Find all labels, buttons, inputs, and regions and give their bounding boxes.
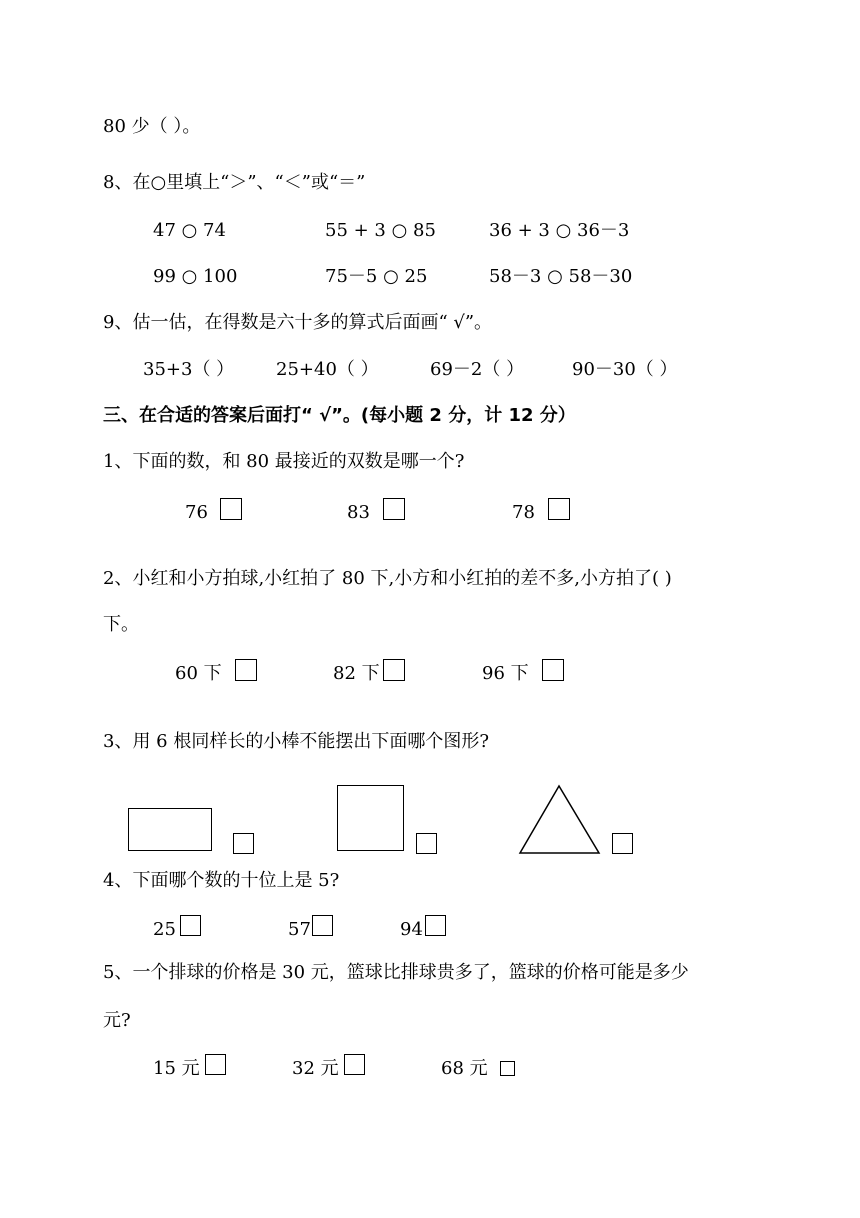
q8-item: 75－5 ○ 25 xyxy=(325,266,428,287)
q8-item: 36 + 3 ○ 36－3 xyxy=(489,220,630,241)
q8-item: 58－3 ○ 58－30 xyxy=(489,266,633,287)
answer-checkbox[interactable] xyxy=(612,833,633,854)
s5-option: 32 元 xyxy=(292,1058,339,1079)
answer-checkbox[interactable] xyxy=(416,833,437,854)
answer-checkbox[interactable] xyxy=(500,1061,515,1076)
s3-title: 3、用 6 根同样长的小棒不能摆出下面哪个图形? xyxy=(103,731,489,752)
s4-option: 94 xyxy=(400,919,423,940)
rectangle-shape xyxy=(128,808,212,851)
s2-option: 82 下 xyxy=(333,663,380,684)
answer-checkbox[interactable] xyxy=(383,498,405,520)
answer-checkbox[interactable] xyxy=(344,1054,365,1075)
s2-option: 96 下 xyxy=(482,663,529,684)
s1-option: 78 xyxy=(512,502,535,523)
q9-item: 69－2（ ） xyxy=(430,359,525,380)
s1-option: 76 xyxy=(185,502,208,523)
answer-checkbox[interactable] xyxy=(180,915,201,936)
s5-option: 68 元 xyxy=(441,1058,488,1079)
s1-option: 83 xyxy=(347,502,370,523)
q8-item: 55 + 3 ○ 85 xyxy=(325,220,436,241)
s2-title-line1: 2、小红和小方拍球,小红拍了 80 下,小方和小红拍的差不多,小方拍了( ) xyxy=(103,568,672,589)
s4-option: 25 xyxy=(153,919,176,940)
q9-item: 25+40（ ） xyxy=(276,359,379,380)
answer-checkbox[interactable] xyxy=(220,498,242,520)
answer-checkbox[interactable] xyxy=(312,915,333,936)
s5-title-line1: 5、一个排球的价格是 30 元，篮球比排球贵多了，篮球的价格可能是多少 xyxy=(103,962,689,983)
answer-checkbox[interactable] xyxy=(383,659,405,681)
s4-option: 57 xyxy=(288,919,311,940)
s1-title: 1、下面的数，和 80 最接近的双数是哪一个? xyxy=(103,451,465,472)
q9-title: 9、估一估，在得数是六十多的算式后面画“ √”。 xyxy=(103,312,493,333)
answer-checkbox[interactable] xyxy=(235,659,257,681)
triangle-shape xyxy=(518,784,602,856)
s2-option: 60 下 xyxy=(175,663,222,684)
q8-title: 8、在○里填上“＞”、“＜”或“＝” xyxy=(103,172,366,193)
square-shape xyxy=(337,785,404,851)
s4-title: 4、下面哪个数的十位上是 5? xyxy=(103,870,340,891)
section3-title: 三、在合适的答案后面打“ √”。(每小题 2 分，计 12 分） xyxy=(103,405,576,426)
q7-tail: 80 少（ ）。 xyxy=(103,116,201,137)
q9-item: 35+3（ ） xyxy=(143,359,235,380)
s5-title-line2: 元? xyxy=(103,1010,131,1031)
q8-item: 99 ○ 100 xyxy=(153,266,238,287)
answer-checkbox[interactable] xyxy=(542,659,564,681)
answer-checkbox[interactable] xyxy=(425,915,446,936)
answer-checkbox[interactable] xyxy=(233,833,254,854)
q9-item: 90－30（ ） xyxy=(572,359,678,380)
q8-item: 47 ○ 74 xyxy=(153,220,226,241)
answer-checkbox[interactable] xyxy=(548,498,570,520)
s5-option: 15 元 xyxy=(153,1058,200,1079)
s2-title-line2: 下。 xyxy=(103,614,139,635)
answer-checkbox[interactable] xyxy=(205,1054,226,1075)
